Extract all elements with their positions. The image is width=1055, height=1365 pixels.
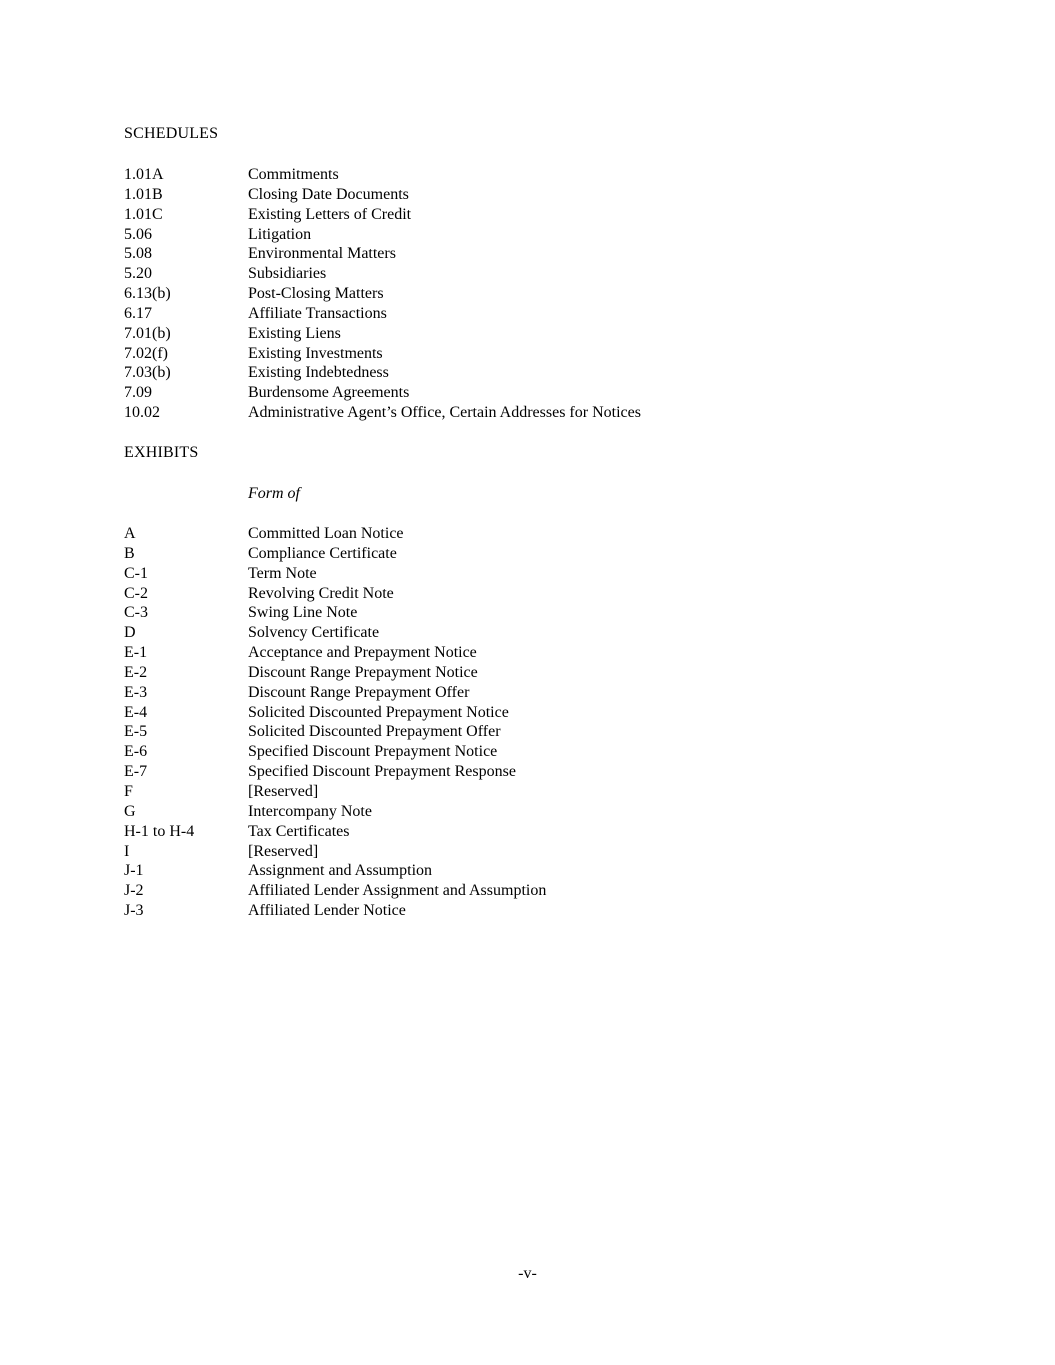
schedule-entry xyxy=(124,225,641,245)
exhibit-entry xyxy=(124,663,546,683)
exhibit-entry xyxy=(124,683,546,703)
entry-code: C-2 xyxy=(124,584,148,602)
entry-title: Term Note xyxy=(248,564,317,582)
entry-title: [Reserved] xyxy=(248,842,319,860)
entry-title: Subsidiaries xyxy=(248,265,327,283)
entry-title: Existing Letters of Credit xyxy=(248,205,412,223)
schedule-entry xyxy=(124,403,641,423)
entry-code: E-5 xyxy=(124,723,148,741)
entry-code: 6.17 xyxy=(124,304,152,322)
entry-title: Solicited Discounted Prepayment Notice xyxy=(248,703,509,721)
schedule-entry xyxy=(124,383,641,403)
entry-title: Affiliated Lender Assignment and Assumption xyxy=(248,882,547,900)
entry-code: E-4 xyxy=(124,703,148,721)
schedule-entry xyxy=(124,304,641,324)
entry-title: [Reserved] xyxy=(248,782,319,800)
exhibit-entry xyxy=(124,742,546,762)
entry-title: Solvency Certificate xyxy=(248,624,380,642)
entry-code: 5.08 xyxy=(124,245,152,263)
exhibit-entry xyxy=(124,782,546,802)
exhibit-entry xyxy=(124,901,546,921)
exhibit-entry xyxy=(124,603,546,623)
entry-code: 7.01(b) xyxy=(124,324,171,342)
entry-code: C-3 xyxy=(124,604,148,622)
schedule-entry xyxy=(124,284,641,304)
entry-code: 7.09 xyxy=(124,384,152,402)
entry-title: Discount Range Prepayment Notice xyxy=(248,663,478,681)
exhibit-entry xyxy=(124,722,546,742)
entry-code: 7.02(f) xyxy=(124,344,168,362)
schedule-entry xyxy=(124,165,641,185)
entry-code: E-7 xyxy=(124,763,148,781)
exhibit-entry xyxy=(124,842,546,862)
schedule-entry xyxy=(124,264,641,284)
entry-title: Assignment and Assumption xyxy=(248,862,433,880)
entry-title: Environmental Matters xyxy=(248,245,396,263)
entry-code: E-1 xyxy=(124,644,148,662)
entry-title: Specified Discount Prepayment Response xyxy=(248,763,516,781)
entry-code: 5.20 xyxy=(124,265,152,283)
entry-code: H-1 to H-4 xyxy=(124,822,195,840)
entry-title: Affiliated Lender Notice xyxy=(248,902,406,920)
entry-code: E-2 xyxy=(124,663,148,681)
entry-code: E-3 xyxy=(124,683,148,701)
exhibit-entry xyxy=(124,584,546,604)
entry-title: Discount Range Prepayment Offer xyxy=(248,683,470,701)
schedule-entry xyxy=(124,324,641,344)
entry-code: 10.02 xyxy=(124,404,160,422)
schedule-entry xyxy=(124,205,641,225)
exhibit-entry xyxy=(124,881,546,901)
entry-code: 1.01B xyxy=(124,185,163,203)
exhibit-entry xyxy=(124,762,546,782)
entry-code: B xyxy=(124,544,135,562)
entry-code: D xyxy=(124,624,136,642)
schedules-heading: SCHEDULES xyxy=(124,125,219,142)
exhibits-form-of-caption: Form of xyxy=(248,485,300,502)
entry-code: J-3 xyxy=(124,902,144,920)
exhibit-entry xyxy=(124,802,546,822)
schedule-entry xyxy=(124,185,641,205)
entry-title: Existing Investments xyxy=(248,344,383,362)
exhibit-entry xyxy=(124,643,546,663)
entry-title: Compliance Certificate xyxy=(248,544,397,562)
entry-code: F xyxy=(124,782,133,800)
entry-title: Acceptance and Prepayment Notice xyxy=(248,644,477,662)
entry-code: E-6 xyxy=(124,743,148,761)
entry-code: G xyxy=(124,802,136,820)
entry-code: A xyxy=(124,525,136,542)
page-number: -v- xyxy=(518,1265,537,1282)
entry-code: 5.06 xyxy=(124,225,152,243)
schedule-entry xyxy=(124,244,641,264)
schedule-entry xyxy=(124,363,641,383)
exhibit-entry xyxy=(124,703,546,723)
schedules-list xyxy=(124,165,641,423)
entry-code: I xyxy=(124,842,130,860)
entry-title: Post-Closing Matters xyxy=(248,285,384,303)
exhibit-entry xyxy=(124,623,546,643)
entry-title: Litigation xyxy=(248,225,312,243)
entry-title: Administrative Agent’s Office, Certain Addresses for Notices xyxy=(248,404,641,422)
entry-code: 6.13(b) xyxy=(124,285,171,303)
exhibit-entry xyxy=(124,822,546,842)
entry-code: J-2 xyxy=(124,882,144,900)
exhibits-list xyxy=(124,524,546,921)
entry-code: 7.03(b) xyxy=(124,364,171,382)
entry-title: Burdensome Agreements xyxy=(248,384,410,402)
entry-code: 1.01C xyxy=(124,205,163,223)
entry-title: Specified Discount Prepayment Notice xyxy=(248,743,498,761)
entry-title: Affiliate Transactions xyxy=(248,304,387,322)
entry-title: Commitments xyxy=(248,166,339,183)
entry-title: Existing Liens xyxy=(248,324,341,342)
entry-code: C-1 xyxy=(124,564,148,582)
entry-title: Committed Loan Notice xyxy=(248,525,404,542)
entry-code: J-1 xyxy=(124,862,144,880)
exhibits-heading: EXHIBITS xyxy=(124,444,199,461)
exhibit-entry xyxy=(124,564,546,584)
exhibit-entry xyxy=(124,861,546,881)
exhibit-entry xyxy=(124,524,546,544)
entry-title: Swing Line Note xyxy=(248,604,358,622)
exhibit-entry xyxy=(124,544,546,564)
entry-title: Tax Certificates xyxy=(248,822,350,840)
entry-title: Intercompany Note xyxy=(248,802,372,820)
entry-title: Closing Date Documents xyxy=(248,185,409,203)
schedule-entry xyxy=(124,344,641,364)
entry-title: Revolving Credit Note xyxy=(248,584,394,602)
entry-title: Existing Indebtedness xyxy=(248,364,389,382)
entry-code: 1.01A xyxy=(124,166,164,183)
entry-title: Solicited Discounted Prepayment Offer xyxy=(248,723,501,741)
